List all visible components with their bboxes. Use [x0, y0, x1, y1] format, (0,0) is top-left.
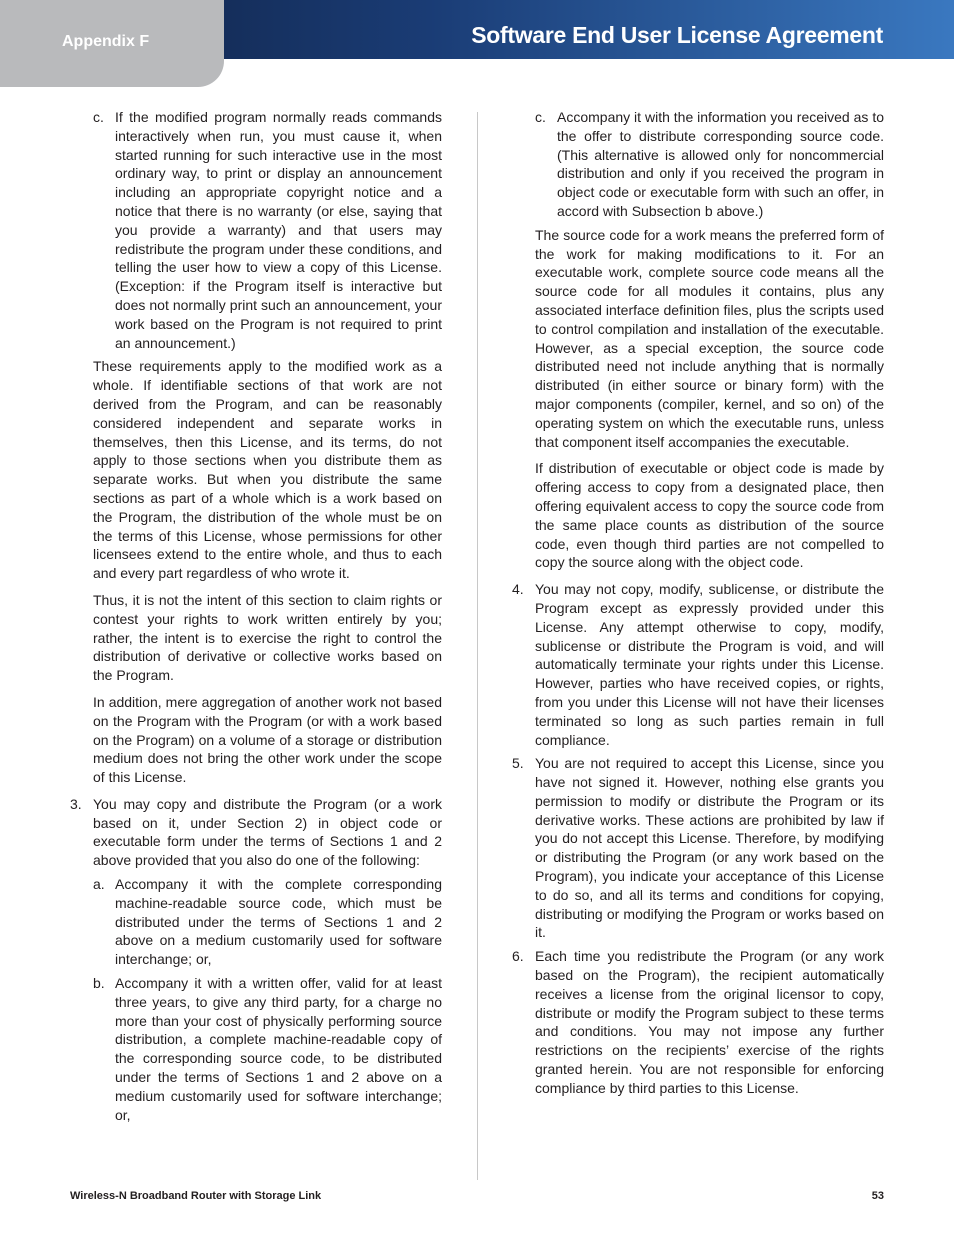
paragraph: These requirements apply to the modified work as a whole. If identifiable sections of that work are not derived from the Program, and can be reasonably considered independent and separate works in themselves, then this License, and its terms, do not apply to those sections when you distribute them as separate works. But when you distribute the same sections as part of a whole which is a work based on the Program, the distribution of the whole must be on the terms of this License, whose permissions for other licensees extend to the entire whole, and thus to each and every part regardless of who wrote it.: [93, 358, 442, 582]
section-tab-label: Appendix F: [62, 33, 150, 50]
column-divider: [477, 112, 478, 1180]
paragraph: The source code for a work means the preferred form of the work for making modifications to it. For an executable work, complete source code means all the source code for all modules it contains, plus any associated interface definition files, plus the scripts used to control compilation and installation of the executable. However, as a special exception, the source code distributed need not include anything that is normally distributed (in either source or binary form) with the major components (compiler, kernel, and so on) of the operating system on which the executable runs, unless that component itself accompanies the executable.: [535, 226, 884, 450]
list-item: [70, 108, 442, 352]
page-number: 53: [871, 1190, 884, 1202]
list-item-marker: b.: [93, 975, 105, 992]
left-column: [70, 108, 442, 1129]
list-item-text: You may not copy, modify, sublicense, or distribute the Program except as expressly provided under this License. Any attempt otherwise to copy, modify, sublicense or distribute the Program is void, and will automatically terminate your rights under this License. However, parties who have received copies, or rights, from you under this License will not have their licenses terminated so long as such parties remain in full compliance.: [535, 581, 884, 748]
list-item-text: Accompany it with the complete corresponding machine-readable source code, which must be distributed under the terms of Sections 1 and 2 above on a medium customarily used for software interchange; or,: [115, 876, 442, 968]
list-item: [70, 974, 442, 1124]
list-item: [512, 580, 884, 749]
list-item-marker: 6.: [512, 948, 524, 965]
list-item-marker: c.: [535, 109, 546, 125]
list-item-marker: 4.: [512, 581, 524, 598]
list-item-marker: 3.: [70, 795, 82, 812]
list-item: [512, 754, 884, 942]
list-item-text: Accompany it with the information you received as to the offer to distribute corresponding source code. (This alternative is allowed only for noncommercial distribution and only if you received the program in object code or executable form with such an offer, in accord with Subsection b above.): [557, 109, 884, 219]
list-item-marker: c.: [93, 109, 104, 125]
section-tab: [0, 0, 224, 87]
footer-product-name: Wireless-N Broadband Router with Storage Link: [70, 1190, 322, 1202]
list-item: [70, 795, 442, 870]
right-column: [512, 108, 884, 1103]
paragraph: Thus, it is not the intent of this section to claim rights or contest your rights to work written entirely by you; rather, the intent is to exercise the right to control the distribution of derivative or collective works based on the Program.: [93, 591, 442, 684]
paragraph: If distribution of executable or object code is made by offering access to copy from a designated place, then offering equivalent access to copy the source code from the same place counts as distribution of the source code, even though third parties are not compelled to copy the source along with the object code.: [535, 460, 884, 571]
list-item: [512, 108, 884, 221]
list-item-text: You may copy and distribute the Program (or a work based on it, under Section 2) in object code or executable form under the terms of Sections 1 and 2 above provided that you also do one of the following:: [93, 795, 442, 869]
paragraph: In addition, mere aggregation of another work not based on the Program with the Program (or with a work based on the Program) on a volume of a storage or distribution medium does not bring the other work under the scope of this License.: [93, 693, 442, 786]
list-item-text: You are not required to accept this License, since you have not signed it. However, nothing else grants you permission to modify or distribute the Program or its derivative works. These actions are prohibited by law if you do not accept this License. Therefore, by modifying or distributing the Program (or any work based on the Program), you indicate your acceptance of this License to do so, and all its terms and conditions for copying, distributing or modifying the Program or works based on it.: [535, 755, 884, 941]
list-item: [70, 875, 442, 969]
list-item: [512, 947, 884, 1097]
list-item-marker: a.: [93, 876, 105, 893]
list-item-text: Each time you redistribute the Program (or any work based on the Program), the recipient automatically receives a license from the original licensor to copy, distribute or modify the Program subject to these terms and conditions. You may not impose any further restrictions on the recipients’ exercise of the rights granted herein. You are not responsible for enforcing compliance by third parties to this License.: [535, 948, 884, 1096]
list-item-text: Accompany it with a written offer, valid for at least three years, to give any third party, for a charge no more than your cost of physically performing source distribution, a complete machine-readable copy of the corresponding source code, to be distributed under the terms of Sections 1 and 2 above on a medium customarily used for software interchange; or,: [115, 975, 442, 1123]
list-item-marker: 5.: [512, 755, 524, 772]
list-item-text: If the modified program normally reads commands interactively when run, you must cause it, when started running for such interactive use in the most ordinary way, to print or display an announcement including an appropriate copyright notice and a notice that there is no warranty (or else, saying that you provide a warranty) and that users may redistribute the program under these conditions, and telling the user how to view a copy of this License. (Exception: if the Program itself is interactive but does not normally print such an announcement, your work based on the Program is not required to print an announcement.): [115, 109, 442, 351]
page-title: Software End User License Agreement: [471, 22, 883, 48]
